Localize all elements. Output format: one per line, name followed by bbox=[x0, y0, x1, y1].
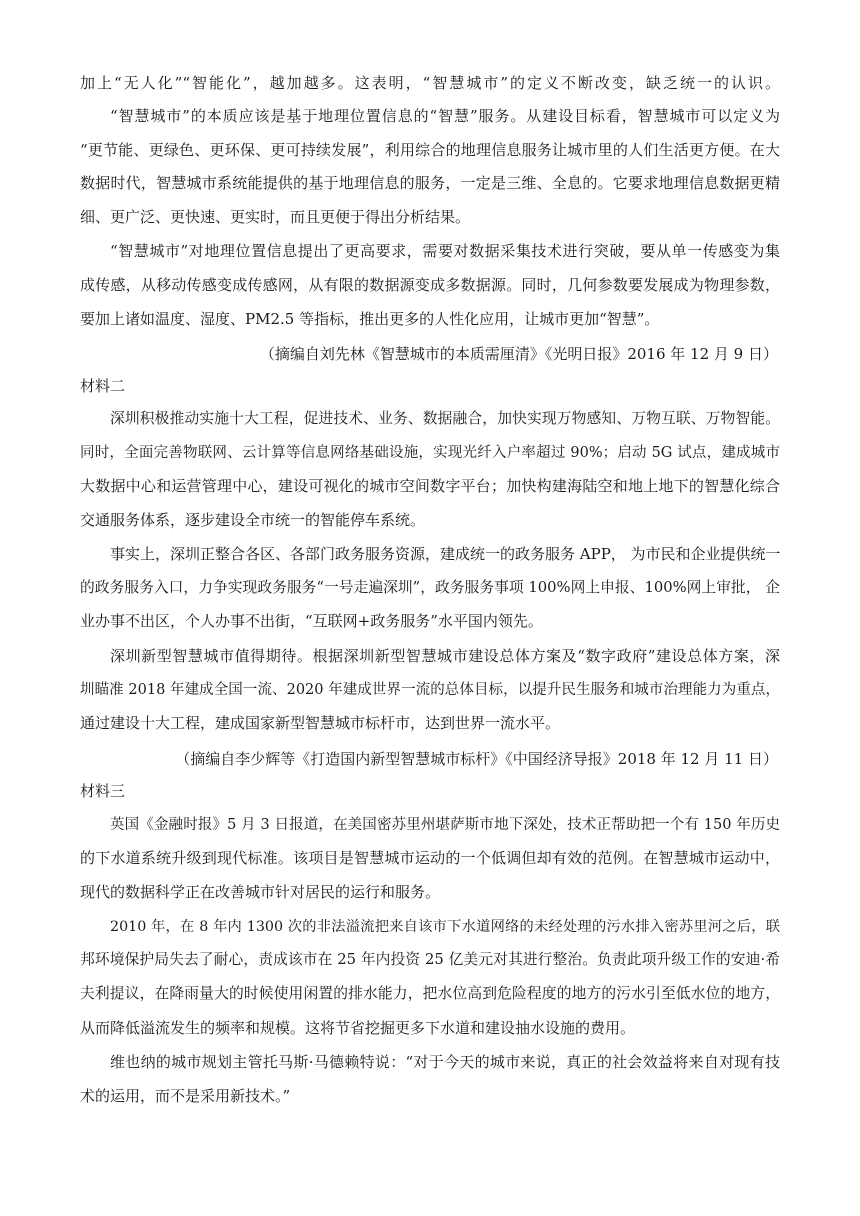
text-line: 数据时代，智慧城市系统能提供的基于地理信息的服务，一定是三维、全息的。它要求地理信息数据更精 bbox=[80, 174, 780, 192]
text-line: 业办事不出区，个人办事不出街，“互联网+政务服务”水平国内领先。 bbox=[80, 612, 543, 630]
text-line: 从而降低溢流发生的频率和规模。这将节省挖掘更多下水道和建设抽水设施的费用。 bbox=[80, 1019, 636, 1037]
text-line: 交通服务体系，逐步建设全市统一的智能停车系统。 bbox=[80, 511, 426, 529]
text-line: 英国《金融时报》5 月 3 日报道，在美国密苏里州堪萨斯市地下深处，技术正帮助把一个有 150 年历史 bbox=[110, 817, 780, 833]
text-line: 圳瞄准 2018 年建成全国一流、2020 年建成世界一流的总体目标，以提升民生服务和城市治理能力为重点， bbox=[80, 682, 780, 698]
text-line: 邦环境保护局失去了耐心，责成该市在 25 年内投资 25 亿美元对其进行整治。负责此项升级工作的安迪·希 bbox=[80, 951, 780, 968]
text-line: 2010 年，在 8 年内 1300 次的非法溢流把来自该市下水道网络的未经处理的污水排入密苏里河之后，联 bbox=[110, 919, 780, 935]
text-line: 事实上，深圳正整合各区、各部门政务服务资源，建成统一的政务服务 APP， 为市民和企业提供统一 bbox=[110, 545, 781, 563]
text-line: 维也纳的城市规划主管托马斯·马德赖特说：“对于今天的城市来说，真正的社会效益将来自对现有技 bbox=[110, 1053, 780, 1071]
section-heading: 材料三 bbox=[80, 782, 126, 800]
source-citation: （摘编自李少辉等《打造国内新型智慧城市标杆》《中国经济导报》2018 年 12 月 11 日） bbox=[175, 750, 778, 768]
text-line: 要加上诸如温度、湿度、PM2.5 等指标，推出更多的人性化应用，让城市更加“智慧”。 bbox=[80, 310, 660, 328]
text-line: 成传感，从移动传感变成传感网，从有限的数据源变成多数据源。同时，几何参数要发展成为物理参数， bbox=[80, 276, 780, 294]
text-line: 加上“无人化”“智能化”，越加越多。这表明，“智慧城市”的定义不断改变，缺乏统一的认识。 bbox=[80, 74, 780, 92]
text-line: 术的运用，而不是采用新技术。” bbox=[80, 1087, 291, 1105]
section-heading: 材料二 bbox=[80, 377, 126, 395]
text-line: “智慧城市”对地理位置信息提出了更高要求，需要对数据采集技术进行突破，要从单一传感变为集 bbox=[110, 242, 780, 260]
source-citation: （摘编自刘先林《智慧城市的本质需厘清》《光明日报》2016 年 12 月 9 日） bbox=[259, 345, 778, 363]
text-line: 同时，全面完善物联网、云计算等信息网络基础设施，实现光纤入户率超过 90%；启动 5G 试点，建成城市 bbox=[80, 445, 780, 461]
text-line: 的下水道系统升级到现代标准。该项目是智慧城市运动的一个低调但却有效的范例。在智慧城市运动中， bbox=[80, 849, 780, 867]
text-line: “更节能、更绿色、更环保、更可持续发展”，利用综合的地理信息服务让城市里的人们生活更方便。在大 bbox=[80, 141, 780, 159]
text-line: 夫利提议，在降雨量大的时候使用闲置的排水能力，把水位高到危险程度的地方的污水引至低水位的地方， bbox=[80, 985, 780, 1002]
text-line: 大数据中心和运营管理中心，建设可视化的城市空间数字平台；加快构建海陆空和地上地下的智慧化综合 bbox=[80, 477, 780, 495]
text-line: 细、更广泛、更快速、更实时，而且更便于得出分析结果。 bbox=[80, 208, 471, 226]
text-line: 通过建设十大工程，建成国家新型智慧城市标杆市，达到世界一流水平。 bbox=[80, 714, 561, 732]
text-line: 现代的数据科学正在改善城市针对居民的运行和服务。 bbox=[80, 883, 441, 901]
text-line: 深圳积极推动实施十大工程，促进技术、业务、数据融合，加快实现万物感知、万物互联、万物智能。 bbox=[110, 410, 780, 427]
text-line: “智慧城市”的本质应该是基于地理位置信息的“智慧”服务。从建设目标看，智慧城市可以定义为 bbox=[110, 107, 780, 125]
text-line: 的政务服务入口，力争实现政务服务“一号走遍深圳”，政务服务事项 100%网上申报、100%网上审批， 企 bbox=[80, 579, 780, 596]
text-line: 深圳新型智慧城市值得期待。根据深圳新型智慧城市建设总体方案及“数字政府”建设总体方案，深 bbox=[110, 647, 780, 665]
